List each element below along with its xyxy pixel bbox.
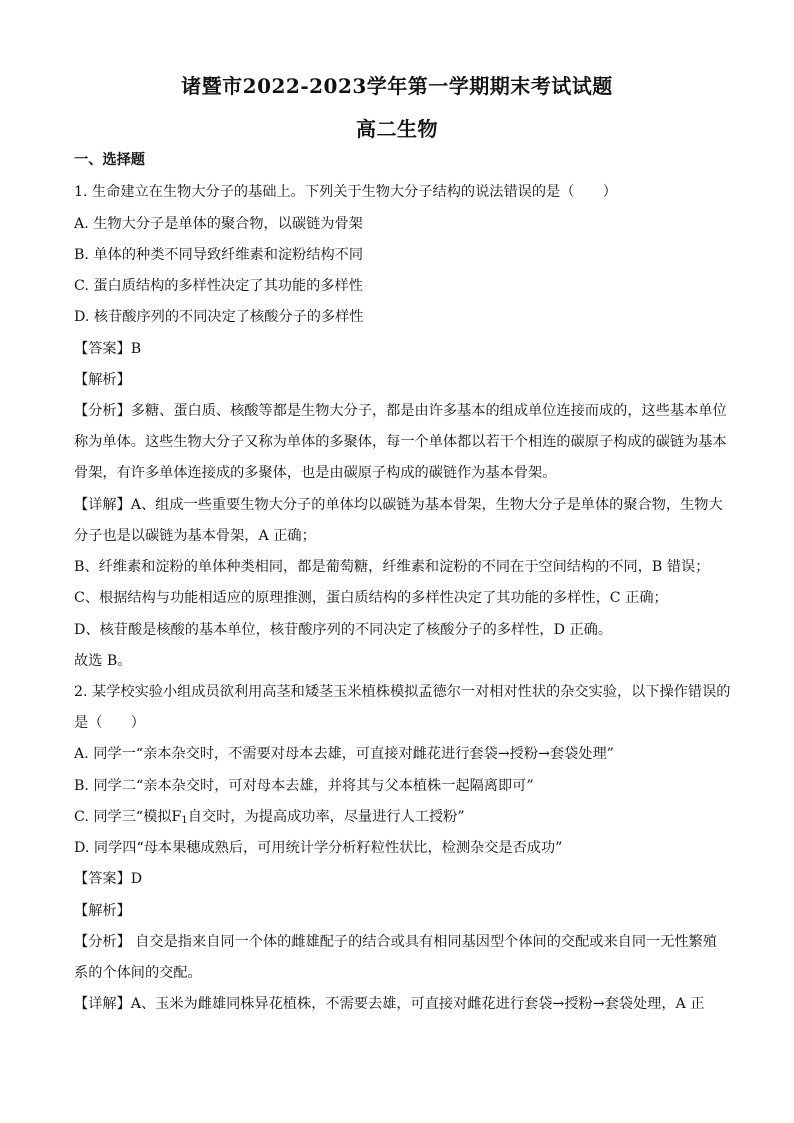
q2-analysis-line: 【分析】 自交是指来自同一个体的雌雄配子的结合或具有相同基因型个体间的交配或来自同一无性繁殖 <box>74 934 717 950</box>
q2-analysis-line: 系的个体间的交配。 <box>74 965 202 981</box>
q2-stem: 是（ ） <box>74 715 145 731</box>
q2-option-c-prefix: C. 同学三“模拟F <box>74 809 182 825</box>
q1-analysis-line: 称为单体。这些生物大分子又称为单体的多聚体，每一个单体都以若干个相连的碳原子构成的碳链为基本 <box>74 434 727 450</box>
q2-option-a: A. 同学一“亲本杂交时，不需要对母本去雄，可直接对雌花进行套袋→授粉→套袋处理” <box>74 746 614 762</box>
q1-option-d: D. 核苷酸序列的不同决定了核酸分子的多样性 <box>74 309 364 325</box>
q1-detail-line: D、核苷酸是核酸的基本单位，核苷酸序列的不同决定了核酸分子的多样性，D 正确。 <box>74 622 613 638</box>
q1-analysis-line: 骨架，有许多单体连接成的多聚体，也是由碳原子构成的碳链作为基本骨架。 <box>74 465 557 481</box>
q1-analysis-label: 【解析】 <box>74 372 131 388</box>
q1-option-a: A. 生物大分子是单体的聚合物，以碳链为骨架 <box>74 216 363 232</box>
section-heading: 一、选择题 <box>74 152 145 168</box>
q2-option-c <box>74 807 724 831</box>
q2-answer: 【答案】D <box>74 871 143 887</box>
q1-analysis-line: 【分析】多糖、蛋白质、核酸等都是生物大分子，都是由许多基本的组成单位连接而成的，这些基本单位 <box>74 403 727 419</box>
q2-option-b: B. 同学二“亲本杂交时，可对母本去雄，并将其与父本植株一起隔离即可” <box>74 778 534 794</box>
q2-option-d: D. 同学四“母本果穗成熟后，可用统计学分析籽粒性状比，检测杂交是否成功” <box>74 840 563 856</box>
q1-detail-line: 【详解】A、组成一些重要生物大分子的单体均以碳链为基本骨架，生物大分子是单体的聚合物，生物大 <box>74 497 723 513</box>
q2-analysis-label: 【解析】 <box>74 903 131 919</box>
q2-option-c-subscript: 1 <box>181 815 188 826</box>
exam-subtitle: 高二生物 <box>356 117 438 141</box>
q2-option-c-suffix: 自交时，为提高成功率，尽量进行人工授粉” <box>187 809 465 825</box>
q1-answer: 【答案】B <box>74 341 142 357</box>
exam-title: 诸暨市2022-2023学年第一学期期末考试试题 <box>181 74 613 98</box>
q1-detail-line: C、根据结构与功能相适应的原理推测，蛋白质结构的多样性决定了其功能的多样性，C 正确； <box>74 590 668 606</box>
q2-stem: 2. 某学校实验小组成员欲利用高茎和矮茎玉米植株模拟孟德尔一对相对性状的杂交实验，以下操作错误的 <box>74 684 731 700</box>
q1-conclusion: 故选 B。 <box>74 653 132 669</box>
q2-detail-line: 【详解】A、玉米为雌雄同株异花植株，不需要去雄，可直接对雌花进行套袋→授粉→套袋处理，A 正 <box>74 996 705 1012</box>
q1-stem: 1. 生命建立在生物大分子的基础上。下列关于生物大分子结构的说法错误的是（ ） <box>74 184 617 200</box>
q1-option-c: C. 蛋白质结构的多样性决定了其功能的多样性 <box>74 278 363 294</box>
q1-detail-line: 分子也是以碳链为基本骨架，A 正确； <box>74 528 316 544</box>
q1-option-b: B. 单体的种类不同导致纤维素和淀粉结构不同 <box>74 247 364 263</box>
q1-detail-line: B、纤维素和淀粉的单体种类相同，都是葡萄糖，纤维素和淀粉的不同在于空间结构的不同，B 错误； <box>74 559 710 575</box>
